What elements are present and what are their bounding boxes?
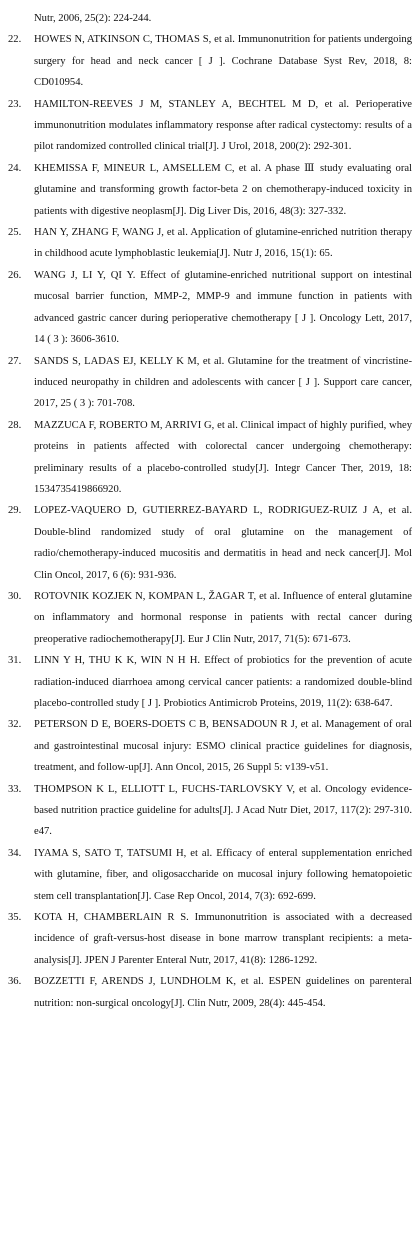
reference-item [8, 94, 412, 158]
reference-item [8, 8, 412, 29]
reference-text: BOZZETTI F, ARENDS J, LUNDHOLM K, et al. ESPEN guidelines on parenteral nutrition: non-surgical oncology[J]. Clin Nutr, 2009, 28(4): 445-454. [34, 976, 412, 1009]
reference-text: LINN Y H, THU K K, WIN N H H. Effect of probiotics for the prevention of acute radiation-induced diarrhoea among cervical cancer patients: a randomized double-blind placebo-controlled study [ J ]. Probiotics Antimicrob Proteins, 2019, 11(2): 638-647. [34, 655, 412, 709]
reference-number: 28. [8, 419, 22, 431]
reference-text: IYAMA S, SATO T, TATSUMI H, et al. Efficacy of enteral supplementation enriched with glutamine, fiber, and oligosaccharide on mucosal injury following hematopoietic stem cell transplantation[J]. Case Rep Oncol, 2014, 7(3): 692-699. [34, 847, 412, 902]
reference-item [8, 500, 412, 586]
reference-item [8, 415, 412, 501]
reference-item [8, 714, 412, 778]
reference-number: 23. [8, 98, 22, 110]
reference-item [8, 158, 412, 222]
reference-number: 29. [8, 505, 22, 517]
reference-text: MAZZUCA F, ROBERTO M, ARRIVI G, et al. Clinical impact of highly purified, whey proteins in patients affected with colorectal cancer undergoing chemotherapy: preliminary results of a placebo-controlled study[J]. Integr Cancer Ther, 2019, 18: 1534735419866920. [34, 419, 412, 495]
reference-number: 27. [8, 355, 22, 367]
reference-text: HAN Y, ZHANG F, WANG J, et al. Application of glutamine-enriched nutrition therapy in childhood acute lymphoblastic leukemia[J]. Nutr J, 2016, 15(1): 65. [34, 227, 412, 260]
reference-text: LOPEZ-VAQUERO D, GUTIERREZ-BAYARD L, RODRIGUEZ-RUIZ J A, et al. Double-blind randomized study of oral glutamine on the management of radio/chemotherapy-induced mucositis and dermatitis in head and neck cancer[J]. Mol Clin Oncol, 2017, 6 (6): 931-936. [34, 505, 412, 581]
reference-text: ROTOVNIK KOZJEK N, KOMPAN L, ŽAGAR T, et al. Influence of enteral glutamine on inflammatory and hormonal response in patients with rectal cancer during preoperative radiochemotherapy[J]. Eur J Clin Nutr, 2017, 71(5): 671-673. [34, 590, 412, 645]
reference-text: WANG J, LI Y, QI Y. Effect of glutamine-enriched nutritional support on intestinal mucosal barrier function, MMP-2, MMP-9 and immune function in patients with advanced gastric cancer during perioperative chemotherapy [ J ]. Oncology Lett, 2017, 14 ( 3 ): 3606-3610. [34, 269, 412, 346]
reference-item [8, 265, 412, 351]
reference-text: KHEMISSA F, MINEUR L, AMSELLEM C, et al. A phase Ⅲ study evaluating oral glutamine and transforming growth factor-beta 2 on chemotherapy-induced toxicity in patients with digestive neoplasm[J]. Dig Liver Dis, 2016, 48(3): 327-332. [34, 162, 412, 217]
reference-number: 26. [8, 269, 22, 281]
reference-number: 35. [8, 912, 22, 924]
reference-number: 34. [8, 847, 22, 859]
reference-text: HAMILTON-REEVES J M, STANLEY A, BECHTEL M D, et al. Perioperative immunonutrition modulates inflammatory response after radical cystectomy: results of a pilot randomized controlled clinical trial[J]. J Urol, 2018, 200(2): 292-301. [34, 98, 412, 153]
reference-item [8, 971, 412, 1014]
reference-item [8, 586, 412, 650]
reference-item [8, 650, 412, 714]
reference-item [8, 351, 412, 415]
reference-text: THOMPSON K L, ELLIOTT L, FUCHS-TARLOVSKY V, et al. Oncology evidence-based nutrition practice guideline for adults[J]. J Acad Nutr Diet, 2017, 117(2): 297-310. e47. [34, 783, 412, 838]
reference-item [8, 29, 412, 93]
reference-text: PETERSON D E, BOERS-DOETS C B, BENSADOUN R J, et al. Management of oral and gastrointestinal mucosal injury: ESMO clinical practice guidelines for diagnosis, treatment, and follow-up[J]. Ann Oncol, 2015, 26 Suppl 5: v139-v51. [34, 719, 412, 774]
reference-text: HOWES N, ATKINSON C, THOMAS S, et al. Immunonutrition for patients undergoing surgery for head and neck cancer [ J ]. Cochrane Database Syst Rev, 2018, 8: CD010954. [34, 34, 412, 89]
reference-text: KOTA H, CHAMBERLAIN R S. Immunonutrition is associated with a decreased incidence of graft-versus-host disease in bone marrow transplant recipients: a meta-analysis[J]. JPEN J Parenter Enteral Nutr, 2017, 41(8): 1286-1292. [34, 912, 412, 966]
reference-number: 24. [8, 162, 22, 174]
reference-number: 25. [8, 227, 22, 239]
reference-number: 30. [8, 590, 22, 602]
reference-number: 31. [8, 655, 22, 667]
reference-number: 36. [8, 976, 22, 988]
reference-number: 33. [8, 783, 22, 795]
reference-text: Nutr, 2006, 25(2): 224-244. [34, 13, 152, 24]
reference-item [8, 779, 412, 843]
reference-item [8, 843, 412, 907]
reference-item [8, 907, 412, 971]
reference-item [8, 222, 412, 265]
reference-text: SANDS S, LADAS EJ, KELLY K M, et al. Glutamine for the treatment of vincristine-induced neuropathy in children and adolescents with cancer [ J ]. Support care cancer, 2017, 25 ( 3 ): 701-708. [34, 355, 412, 410]
reference-number: 32. [8, 719, 22, 731]
reference-number: 22. [8, 34, 22, 46]
